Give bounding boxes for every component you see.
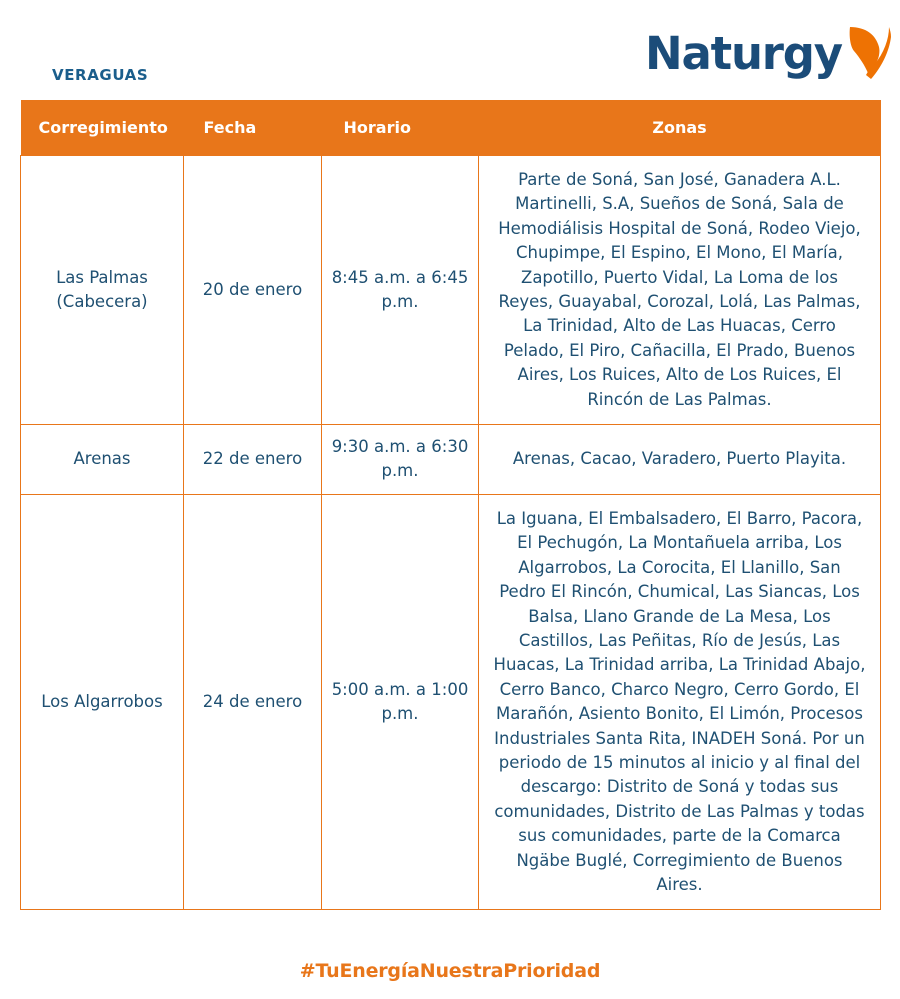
column-header-zonas: Zonas — [479, 100, 881, 156]
table-row — [21, 156, 881, 425]
column-header-fecha: Fecha — [184, 100, 322, 156]
naturgy-wordmark: Naturgy — [645, 26, 842, 80]
naturgy-flame-icon — [846, 25, 892, 81]
cell-zonas: La Iguana, El Embalsadero, El Barro, Pacora, El Pechugón, La Montañuela arriba, Los Algarrobos, La Corocita, El Llanillo, San Pedro El Rincón, Chumical, Las Siancas, Los Balsa, Llano Grande de La Mesa, Los Castillos, Las Peñitas, Río de Jesús, Las Huacas, La Trinidad arriba, La Trinidad Abajo, Cerro Banco, Charco Negro, Cerro Gordo, El Marañón, Asiento Bonito, El Limón, Procesos Industriales Santa Rita, INADEH Soná. Por un periodo de 15 minutos al inicio y al final del descargo: Distrito de Soná y todas sus comunidades, Distrito de Las Palmas y todas sus comunidades, parte de la Comarca Ngäbe Buglé, Corregimiento de Buenos Aires. — [479, 494, 881, 910]
table-row — [21, 494, 881, 910]
cell-fecha: 24 de enero — [184, 494, 322, 910]
cell-horario: 9:30 a.m. a 6:30 p.m. — [322, 425, 479, 495]
cell-corregimiento: Los Algarrobos — [21, 494, 184, 910]
table-header-row — [21, 100, 881, 156]
cell-corregimiento: Arenas — [21, 425, 184, 495]
table-row — [21, 425, 881, 495]
cell-fecha: 22 de enero — [184, 425, 322, 495]
footer-hashtag: #TuEnergíaNuestraPrioridad — [299, 960, 601, 982]
column-header-corregimiento: Corregimiento — [21, 100, 184, 156]
province-label: VERAGUAS — [52, 66, 149, 84]
cell-horario: 8:45 a.m. a 6:45 p.m. — [322, 156, 479, 425]
cell-horario: 5:00 a.m. a 1:00 p.m. — [322, 494, 479, 910]
cell-zonas: Arenas, Cacao, Varadero, Puerto Playita. — [479, 425, 881, 495]
cell-corregimiento: Las Palmas (Cabecera) — [21, 156, 184, 425]
column-header-horario: Horario — [322, 100, 479, 156]
outage-table-container — [20, 100, 880, 910]
cell-fecha: 20 de enero — [184, 156, 322, 425]
cell-zonas: Parte de Soná, San José, Ganadera A.L. Martinelli, S.A, Sueños de Soná, Sala de Hemodiálisis Hospital de Soná, Rodeo Viejo, Chupimpe, El Espino, El Mono, El María, Zapotillo, Puerto Vidal, La Loma de los Reyes, Guayabal, Corozal, Lolá, Las Palmas, La Trinidad, Alto de Las Huacas, Cerro Pelado, El Piro, Cañacilla, El Prado, Buenos Aires, Los Ruices, Alto de Los Ruices, El Rincón de Las Palmas. — [479, 156, 881, 425]
naturgy-logo — [645, 22, 880, 84]
outage-schedule-table — [20, 100, 881, 910]
